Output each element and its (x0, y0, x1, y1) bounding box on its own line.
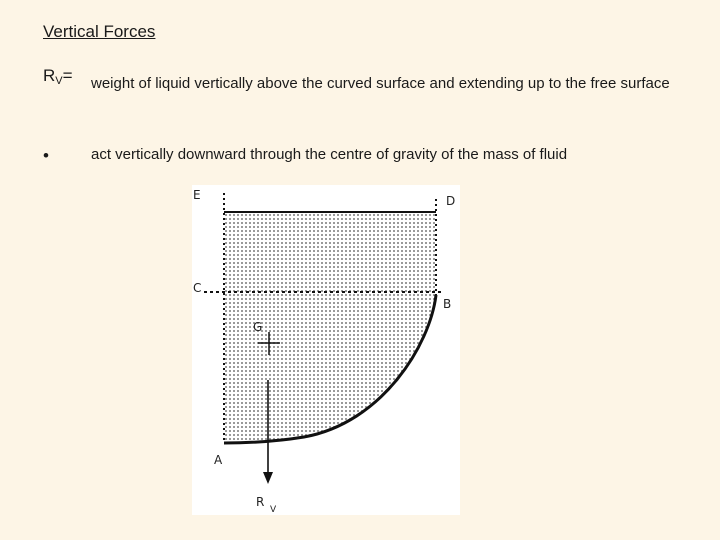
bullet-text: act vertically downward through the centre of gravity of the mass of fluid (91, 146, 568, 163)
slide-title: Vertical Forces (43, 22, 156, 41)
rv-definition: weight of liquid vertically above the curved surface and extending up to the free surface (91, 75, 670, 92)
label-v-subscript: V (270, 505, 277, 515)
label-a: A (214, 453, 223, 467)
label-e: E (193, 188, 201, 202)
rv-symbol: $R_V=$ (43, 66, 73, 87)
label-d: D (446, 194, 456, 208)
label-c: C (193, 281, 202, 295)
force-arrow-head (263, 472, 273, 484)
bullet-marker: • (43, 146, 49, 165)
curved-surface-diagram (192, 185, 460, 515)
label-g: G (253, 320, 263, 334)
label-b: B (443, 297, 452, 311)
label-r: R (256, 495, 265, 509)
